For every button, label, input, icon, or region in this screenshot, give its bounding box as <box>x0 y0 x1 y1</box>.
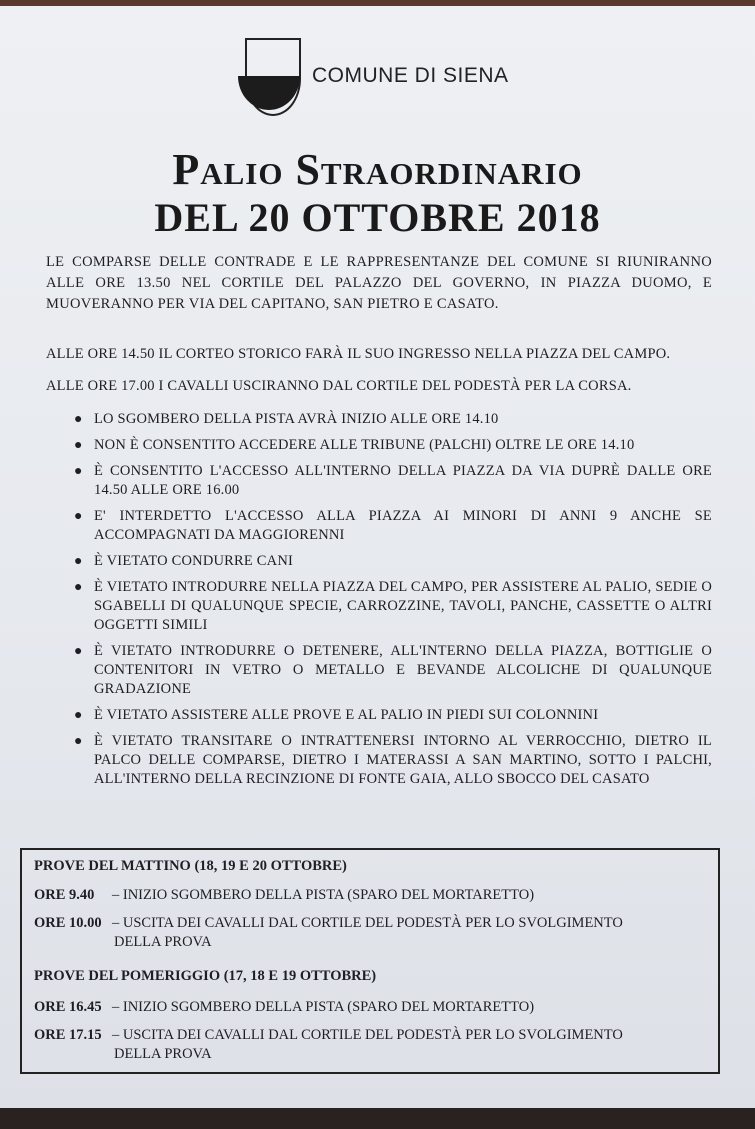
bullet-icon: ● <box>74 438 83 453</box>
background-edge-bottom <box>0 1108 755 1129</box>
intro-paragraph: LE COMPARSE DELLE CONTRADE E LE RAPPRESENTANZE DEL COMUNE SI RIUNIRANNO ALLE ORE 13.50 NEL CORTILE DEL PALAZZO DEL GOVERNO, IN PIAZZA DUOMO, E MUOVERANNO PER VIA DEL CAPITANO, SAN PIETRO E CASATO. <box>46 254 712 312</box>
title-line-2: DEL 20 OTTOBRE 2018 <box>154 195 601 240</box>
org-name: COMUNE DI SIENA <box>312 64 509 87</box>
paragraph-cavalli: ALLE ORE 17.00 I CAVALLI USCIRANNO DAL CORTILE DEL PODESTÀ PER LA CORSA. <box>46 378 632 394</box>
list-item: ● LO SGOMBERO DELLA PISTA AVRÀ INIZIO ALLE ORE 14.10 <box>74 411 499 427</box>
bullet-icon: ● <box>74 734 83 749</box>
schedule-row: ORE 10.00 – USCITA DEI CAVALLI DAL CORTILE DEL PODESTÀ PER LO SVOLGIMENTO DELLA PROVA <box>34 915 623 950</box>
bullet-icon: ● <box>74 554 83 569</box>
bullet-icon: ● <box>74 708 83 723</box>
schedule-row: ORE 17.15 – USCITA DEI CAVALLI DAL CORTILE DEL PODESTÀ PER LO SVOLGIMENTO DELLA PROVA <box>34 1027 623 1062</box>
paragraph-corteo: ALLE ORE 14.50 IL CORTEO STORICO FARÀ IL SUO INGRESSO NELLA PIAZZA DEL CAMPO. <box>46 346 671 362</box>
list-item: ● È CONSENTITO L'ACCESSO ALL'INTERNO DELLA PIAZZA DA VIA DUPRÈ DALLE ORE 14.50 ALLE ORE 16.00 <box>74 463 712 498</box>
list-item: ● È VIETATO TRANSITARE O INTRATTENERSI INTORNO AL VERROCCHIO, DIETRO IL PALCO DELLE COMPARSE, DIETRO I MATERASSI A SAN MARTINO, SOTTO I PALCHI, ALL'INTERNO DELLA RECINZIONE DI FONTE GAIA, ALLO SBOCCO DEL CASATO <box>74 733 712 787</box>
bullet-icon: ● <box>74 412 83 427</box>
list-item: ● E' INTERDETTO L'ACCESSO ALLA PIAZZA AI MINORI DI ANNI 9 ANCHE SE ACCOMPAGNATI DA MAGGIORENNI <box>74 508 712 543</box>
rules-list <box>62 410 712 796</box>
list-item: ● È VIETATO CONDURRE CANI <box>74 553 294 569</box>
header <box>238 38 558 118</box>
schedule-row: ORE 9.40 – INIZIO SGOMBERO DELLA PISTA (SPARO DEL MORTARETTO) <box>34 887 535 903</box>
afternoon-trials-heading: PROVE DEL POMERIGGIO (17, 18 E 19 OTTOBRE) <box>34 968 377 984</box>
bullet-icon: ● <box>74 580 83 595</box>
schedule-row: ORE 16.45 – INIZIO SGOMBERO DELLA PISTA (SPARO DEL MORTARETTO) <box>34 999 535 1015</box>
bullet-icon: ● <box>74 509 83 524</box>
list-item: ● NON È CONSENTITO ACCEDERE ALLE TRIBUNE (PALCHI) OLTRE LE ORE 14.10 <box>74 437 635 453</box>
siena-balzana-crest-icon <box>238 38 302 116</box>
list-item: ● È VIETATO ASSISTERE ALLE PROVE E AL PALIO IN PIEDI SUI COLONNINI <box>74 707 599 723</box>
morning-trials-heading: PROVE DEL MATTINO (18, 19 E 20 OTTOBRE) <box>34 858 347 874</box>
bullet-icon: ● <box>74 644 83 659</box>
bullet-icon: ● <box>74 464 83 479</box>
trials-schedule-box <box>20 848 720 1074</box>
notice-sheet <box>0 6 755 1110</box>
list-item: ● È VIETATO INTRODURRE NELLA PIAZZA DEL CAMPO, PER ASSISTERE AL PALIO, SEDIE O SGABELLI DI QUALUNQUE SPECIE, CARROZZINE, TAVOLI, PANCHE, CASSETTE O ALTRI OGGETTI SIMILI <box>74 579 712 633</box>
title-line-1: Palio Straordinario <box>172 145 583 194</box>
list-item: ● È VIETATO INTRODURRE O DETENERE, ALL'INTERNO DELLA PIAZZA, BOTTIGLIE O CONTENITORI IN VETRO O METALLO E BEVANDE ALCOLICHE DI QUALUNQUE GRADAZIONE <box>74 643 712 697</box>
